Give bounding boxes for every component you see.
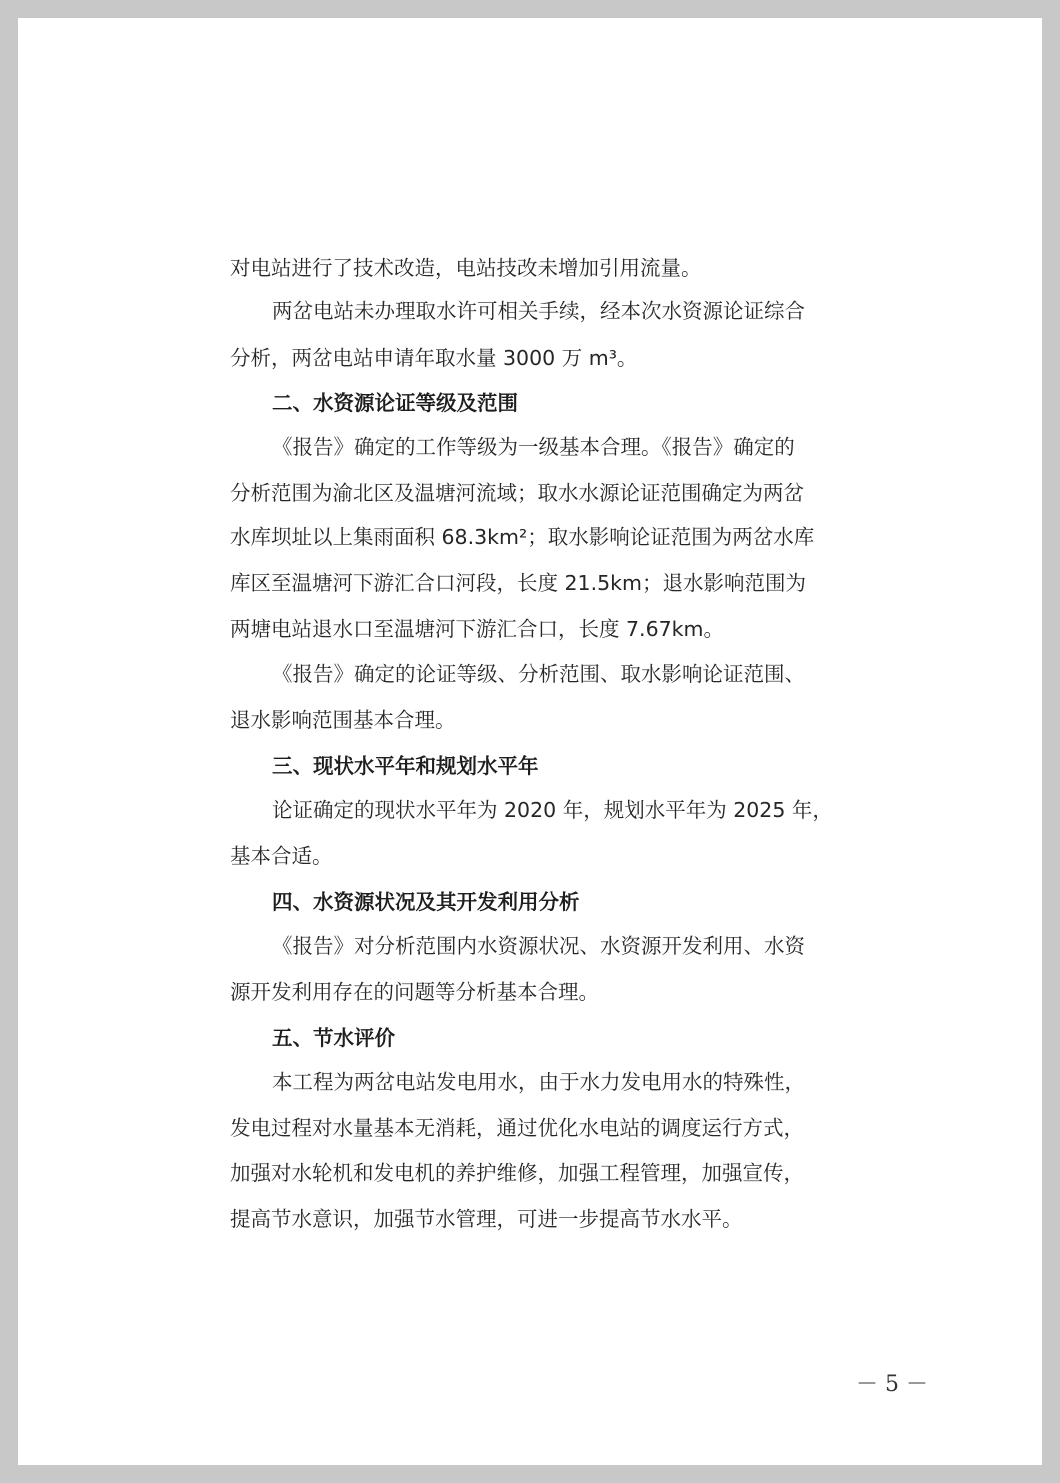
body-line: 分析范围为渝北区及温塘河流域；取水水源论证范围确定为两岔 [230, 481, 804, 505]
body-line: 分析，两岔电站申请年取水量 3000 万 m³。 [230, 346, 638, 370]
body-line: 两塘电站退水口至温塘河下游汇合口，长度 7.67km。 [230, 617, 725, 641]
body-line: 《报告》对分析范围内水资源状况、水资源开发利用、水资 [272, 934, 805, 958]
body-line: 论证确定的现状水平年为 2020 年，规划水平年为 2025 年， [272, 798, 833, 822]
body-line: 水库坝址以上集雨面积 68.3km²；取水影响论证范围为两岔水库 [230, 525, 815, 549]
body-line: 对电站进行了技术改造，电站技改未增加引用流量。 [230, 256, 702, 280]
body-line: 《报告》确定的工作等级为一级基本合理。《报告》确定的 [272, 435, 795, 459]
body-line: 本工程为两岔电站发电用水，由于水力发电用水的特殊性， [272, 1070, 805, 1094]
body-line: 退水影响范围基本合理。 [230, 708, 456, 732]
body-line: 发电过程对水量基本无消耗，通过优化水电站的调度运行方式， [230, 1116, 804, 1140]
body-line: 两岔电站未办理取水许可相关手续，经本次水资源论证综合 [272, 299, 805, 323]
body-line: 《报告》确定的论证等级、分析范围、取水影响论证范围、 [272, 662, 805, 686]
body-line: 加强对水轮机和发电机的养护维修，加强工程管理，加强宣传， [230, 1161, 804, 1185]
body-line: 提高节水意识，加强节水管理，可进一步提高节水水平。 [230, 1207, 743, 1231]
section-heading: 四、水资源状况及其开发利用分析 [272, 890, 580, 914]
section-heading: 二、水资源论证等级及范围 [272, 391, 518, 415]
section-heading: 三、现状水平年和规划水平年 [272, 754, 539, 778]
body-line: 基本合适。 [230, 844, 333, 868]
page-number: － 5 － [856, 1372, 928, 1397]
body-line: 库区至温塘河下游汇合口河段，长度 21.5km；退水影响范围为 [230, 571, 807, 595]
section-heading: 五、节水评价 [272, 1026, 395, 1050]
document-page [18, 18, 1042, 1465]
body-line: 源开发利用存在的问题等分析基本合理。 [230, 980, 599, 1004]
